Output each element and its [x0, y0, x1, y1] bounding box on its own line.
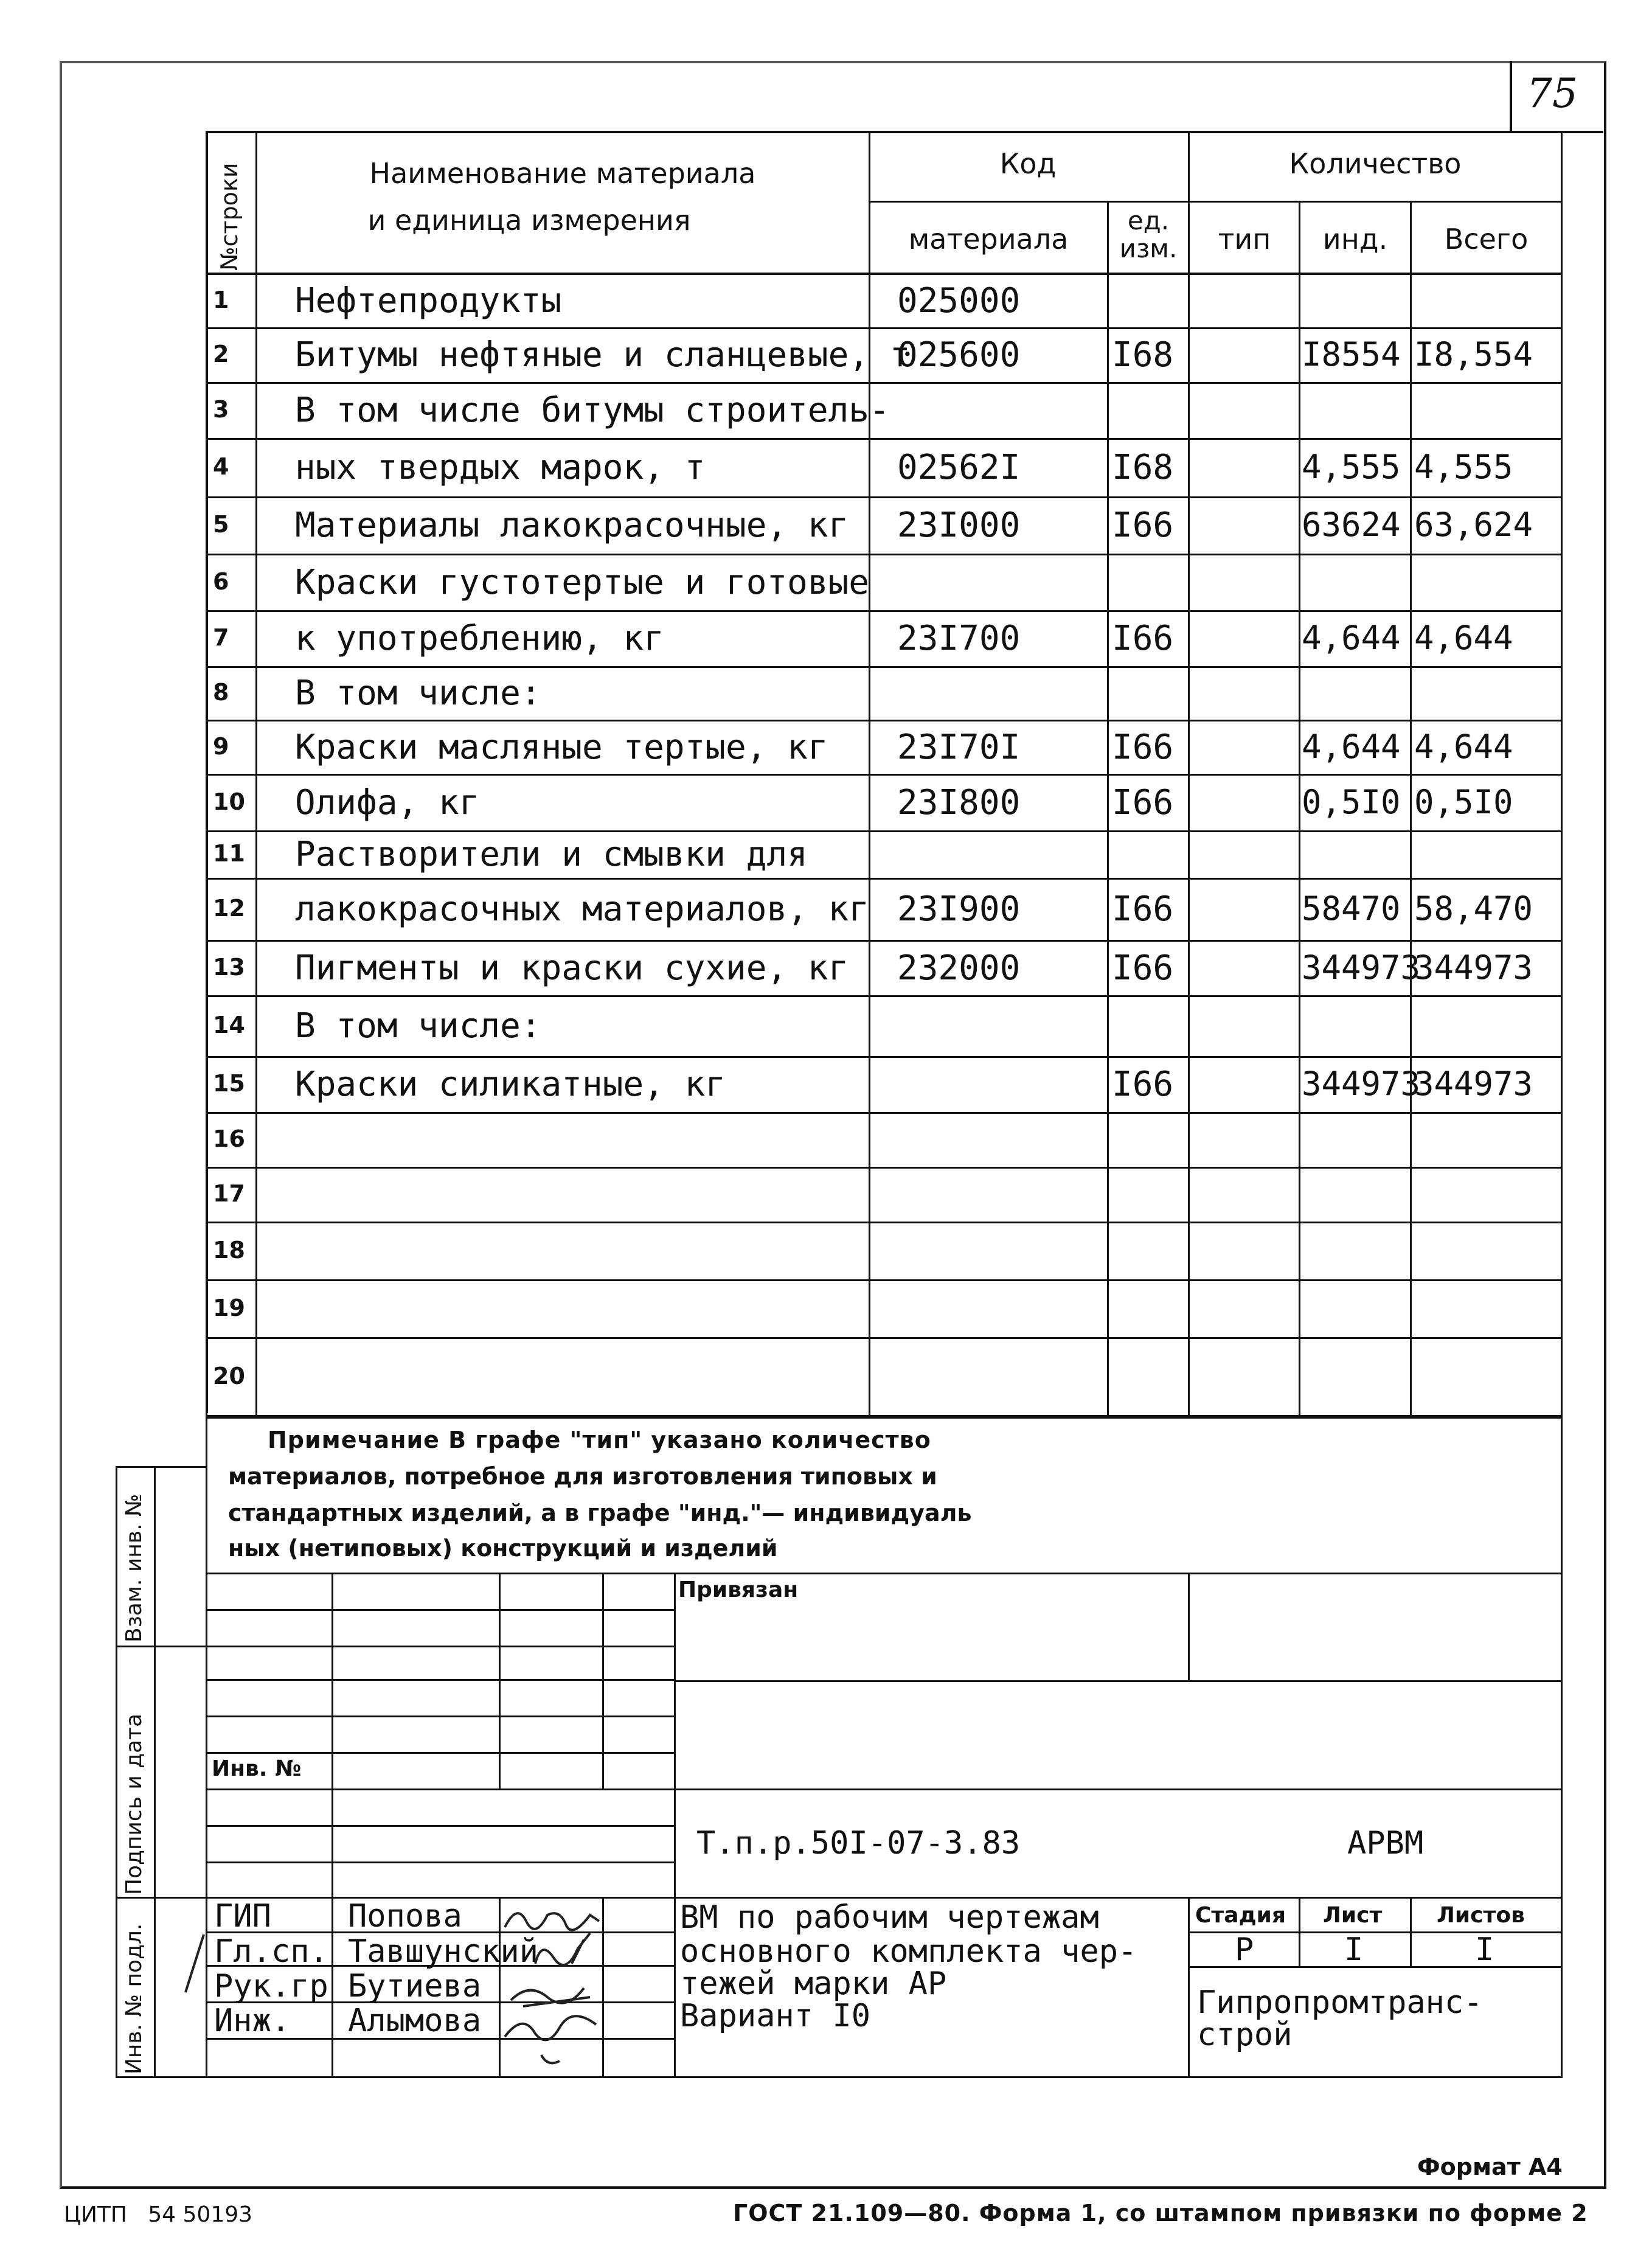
- sheets-value: I: [1475, 1931, 1494, 1968]
- row-divider: [206, 327, 1562, 329]
- slash-mark: [176, 1928, 213, 2001]
- row-7-unit: I66: [1112, 619, 1174, 658]
- row-9-total: 4,644: [1414, 727, 1513, 766]
- row-7-code: 23I700: [897, 619, 1021, 658]
- note-line2: материалов, потребное для изготовления типовых и: [228, 1463, 937, 1490]
- row-divider: [206, 995, 1562, 997]
- row-16-n: 16: [213, 1125, 245, 1152]
- row-19-n: 19: [213, 1294, 245, 1321]
- row-13-ind: 344973: [1302, 948, 1421, 987]
- title-line2: основного комплекта чер-: [680, 1933, 1137, 1970]
- row-15-n: 15: [213, 1070, 245, 1097]
- row-17-n: 17: [213, 1180, 245, 1207]
- row-5-total: 63,624: [1414, 506, 1533, 544]
- inv-no-label: Инв. №: [212, 1756, 302, 1781]
- row-1-name: Нефтепродукты: [295, 281, 562, 321]
- note-line1: Примечание В графе "тип" указано количество: [268, 1427, 931, 1453]
- row-3-n: 3: [213, 396, 229, 423]
- row-15-ind: 344973: [1302, 1065, 1421, 1103]
- code-unit-header: ед. изм.: [1119, 206, 1178, 263]
- row-10-n: 10: [213, 788, 245, 815]
- row-9-unit: I66: [1112, 727, 1174, 767]
- row-2-code: 025600: [897, 335, 1021, 375]
- stage-value: Р: [1235, 1931, 1254, 1968]
- row-6-name: Краски густотертые и готовые: [295, 562, 870, 602]
- page-number: 75: [1527, 70, 1578, 117]
- row-divider: [206, 720, 1562, 721]
- row-9-name: Краски масляные тертые, кг: [295, 727, 828, 767]
- quantity-header: Количество: [1289, 147, 1462, 180]
- name-header-line1: Наименование материала: [369, 157, 756, 190]
- row-divider: [206, 438, 1562, 440]
- row-2-ind: I8554: [1302, 335, 1401, 374]
- row-9-ind: 4,644: [1302, 727, 1401, 766]
- footer-left: ЦИТП 54 50193: [64, 2202, 253, 2227]
- row-12-code: 23I900: [897, 889, 1021, 929]
- row-14-n: 14: [213, 1012, 245, 1038]
- note-line3: стандартных изделий, а в графе "инд."— индивидуаль: [228, 1500, 972, 1526]
- row-divider: [206, 878, 1562, 880]
- sheets-label: Листов: [1437, 1903, 1525, 1928]
- row-11-n: 11: [213, 840, 245, 867]
- qty-ind-header: инд.: [1322, 223, 1388, 255]
- row-1-code: 025000: [897, 281, 1021, 321]
- row-1-n: 1: [213, 287, 229, 313]
- qty-total-header: Всего: [1444, 223, 1529, 255]
- row-divider: [206, 1167, 1562, 1169]
- document-code: Т.п.р.50I-07-3.83: [696, 1825, 1021, 1861]
- row-12-total: 58,470: [1414, 889, 1533, 928]
- org-line1: Гипропромтранс-: [1197, 1984, 1483, 2021]
- row-13-name: Пигменты и краски сухие, кг: [295, 948, 849, 988]
- row-10-total: 0,5I0: [1414, 782, 1513, 821]
- row-5-name: Материалы лакокрасочные, кг: [295, 506, 849, 545]
- row-number-header: №строки: [216, 162, 243, 271]
- row-divider: [206, 554, 1562, 555]
- row-divider: [206, 1112, 1562, 1114]
- row-8-name: В том числе:: [295, 673, 541, 713]
- row-divider: [206, 666, 1562, 668]
- row-9-code: 23I70I: [897, 727, 1021, 767]
- stage-label: Стадия: [1195, 1903, 1286, 1928]
- row-7-n: 7: [213, 624, 229, 651]
- row-13-unit: I66: [1112, 948, 1174, 988]
- row-4-n: 4: [213, 453, 229, 480]
- org-line2: строй: [1197, 2017, 1293, 2053]
- note-line4: ных (нетиповых) конструкций и изделий: [228, 1535, 778, 1562]
- row-10-unit: I66: [1112, 782, 1174, 822]
- row-2-n: 2: [213, 341, 229, 367]
- row-5-n: 5: [213, 511, 229, 538]
- name-glsp: Тавшунский: [348, 1933, 539, 1970]
- row-13-total: 344973: [1414, 948, 1533, 987]
- row-20-n: 20: [213, 1363, 245, 1389]
- name-rukgr: Бутиева: [348, 1968, 482, 2004]
- row-divider: [206, 382, 1562, 384]
- row-10-name: Олифа, кг: [295, 782, 480, 822]
- name-gip: Попова: [348, 1898, 462, 1934]
- row-15-name: Краски силикатные, кг: [295, 1065, 726, 1104]
- side-vzam-inv: Взам. инв. №: [122, 1493, 147, 1642]
- footer-gost: ГОСТ 21.109—80. Форма 1, со штампом привязки по форме 2: [733, 2200, 1588, 2226]
- row-11-name: Растворители и смывки для: [295, 835, 808, 874]
- row-divider: [206, 1056, 1562, 1058]
- row-divider: [206, 774, 1562, 776]
- row-18-n: 18: [213, 1236, 245, 1264]
- row-5-ind: 63624: [1302, 506, 1401, 544]
- row-6-n: 6: [213, 568, 229, 595]
- row-divider: [206, 496, 1562, 498]
- privyazan-label: Привязан: [678, 1577, 799, 1602]
- row-10-code: 23I800: [897, 782, 1021, 822]
- row-divider: [206, 940, 1562, 942]
- side-inv-podl: Инв. № подл.: [122, 1923, 147, 2074]
- sheet-label: Лист: [1323, 1903, 1383, 1928]
- role-glsp: Гл.сп.: [214, 1933, 328, 1970]
- row-7-name: к употреблению, кг: [295, 619, 664, 658]
- sheet-value: I: [1344, 1931, 1364, 1968]
- role-gip: ГИП: [214, 1898, 271, 1934]
- row-10-ind: 0,5I0: [1302, 782, 1401, 821]
- role-inzh: Инж.: [214, 2003, 291, 2039]
- row-12-n: 12: [213, 895, 245, 922]
- row-2-unit: I68: [1112, 335, 1174, 375]
- row-8-n: 8: [213, 679, 229, 706]
- row-divider: [206, 610, 1562, 612]
- row-4-unit: I68: [1112, 448, 1174, 487]
- role-rukgr: Рук.гр: [214, 1968, 328, 2004]
- code-header: Код: [999, 147, 1057, 180]
- code-material-header: материала: [908, 223, 1069, 255]
- row-12-unit: I66: [1112, 889, 1174, 929]
- materials-table-frame: [206, 131, 1567, 1413]
- row-13-n: 13: [213, 953, 245, 981]
- row-divider: [206, 1279, 1562, 1281]
- row-4-ind: 4,555: [1302, 448, 1401, 486]
- row-5-code: 23I000: [897, 506, 1021, 545]
- row-14-name: В том числе:: [295, 1006, 541, 1046]
- row-3-name: В том числе битумы строитель-: [295, 391, 890, 430]
- name-header-line2: и единица измерения: [367, 204, 691, 237]
- row-12-ind: 58470: [1302, 889, 1401, 928]
- row-2-name: Битумы нефтяные и сланцевые, т: [295, 335, 911, 375]
- row-13-code: 232000: [897, 948, 1021, 988]
- name-inzh: Алымова: [348, 2003, 482, 2039]
- row-2-total: I8,554: [1414, 335, 1533, 374]
- qty-type-header: тип: [1218, 223, 1271, 255]
- row-7-ind: 4,644: [1302, 619, 1401, 657]
- row-7-total: 4,644: [1414, 619, 1513, 657]
- row-4-name: ных твердых марок, т: [295, 448, 706, 487]
- row-divider: [206, 830, 1562, 832]
- title-line4: Вариант I0: [680, 1998, 871, 2034]
- row-9-n: 9: [213, 732, 229, 760]
- row-4-total: 4,555: [1414, 448, 1513, 486]
- format-label: Формат А4: [1417, 2154, 1563, 2180]
- row-5-unit: I66: [1112, 506, 1174, 545]
- side-podpis-data: Подпись и дата: [122, 1713, 147, 1895]
- row-15-total: 344973: [1414, 1065, 1533, 1103]
- row-4-code: 02562I: [897, 448, 1021, 487]
- title-line1: ВМ по рабочим чертежам: [680, 1899, 1099, 1936]
- title-line3: тежей марки АР: [680, 1966, 947, 2002]
- row-12-name: лакокрасочных материалов, кг: [295, 889, 870, 929]
- row-divider: [206, 1222, 1562, 1223]
- document-mark: АРВМ: [1347, 1825, 1424, 1861]
- row-15-unit: I66: [1112, 1065, 1174, 1104]
- signatures: [499, 1897, 620, 2079]
- row-divider: [206, 1337, 1562, 1339]
